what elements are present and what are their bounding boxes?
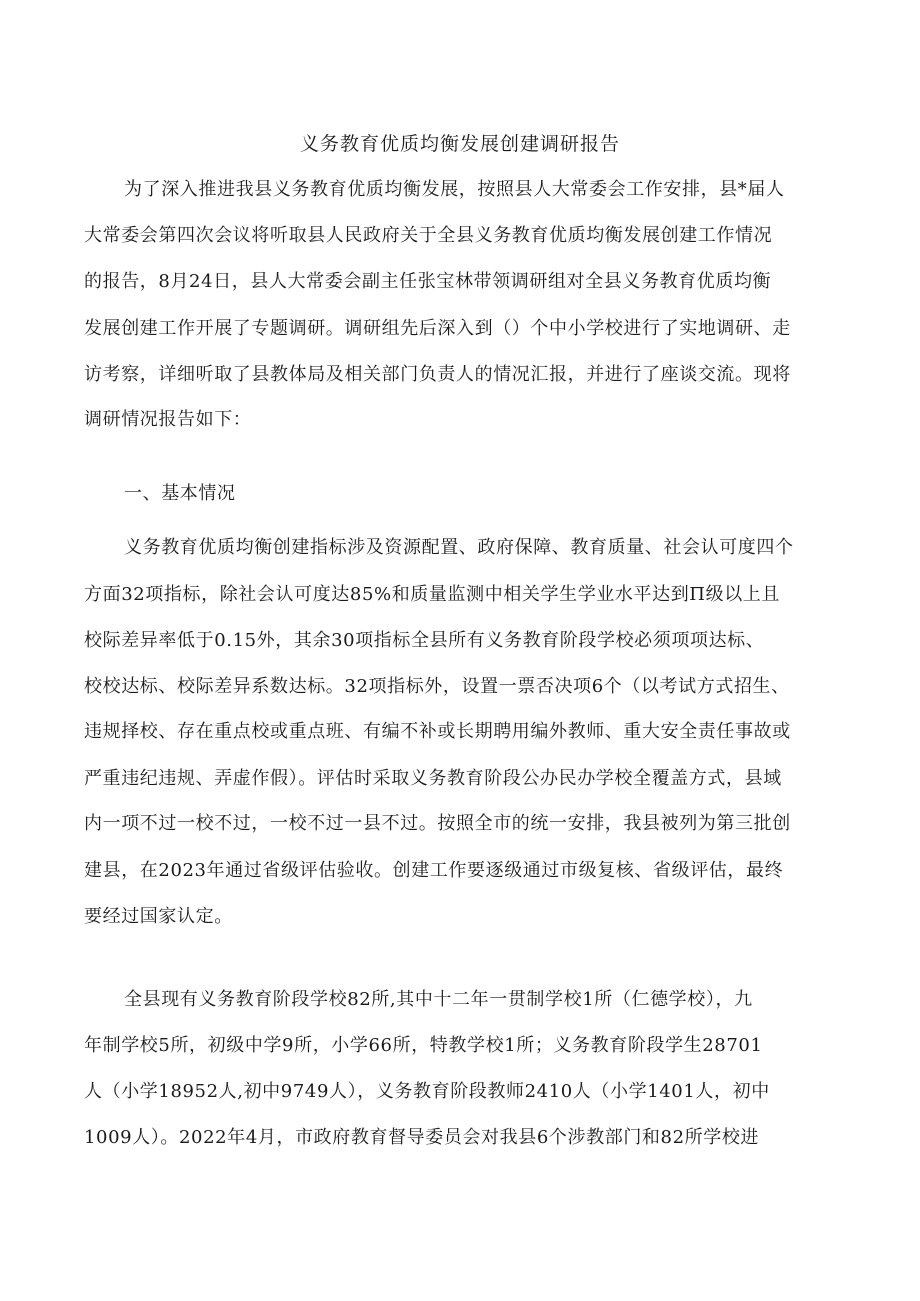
paragraph-3-line-2: 年制学校5所，初级中学9所，小学66所，特教学校1所；义务教育阶段学生28701 bbox=[84, 1035, 763, 1056]
paragraph-2-line-1: 义务教育优质均衡创建指标涉及资源配置、政府保障、教育质量、社会认可度四个 bbox=[124, 537, 794, 558]
section-heading-basic-situation: 一、基本情况 bbox=[124, 483, 236, 504]
paragraph-2-line-4: 校校达标、校际差异系数达标。32项指标外，设置一票否决项6个（以考试方式招生、 bbox=[84, 676, 790, 697]
paragraph-2-line-2: 方面32项指标，除社会认可度达85%和质量监测中相关学生学业水平达到Π级以上且 bbox=[84, 584, 781, 605]
paragraph-1-line-2: 大常委会第四次会议将听取县人民政府关于全县义务教育优质均衡发展创建工作情况 bbox=[84, 225, 773, 246]
paragraph-3-line-1: 全县现有义务教育阶段学校82所,其中十二年一贯制学校1所（仁德学校），九 bbox=[124, 989, 753, 1010]
paragraph-3-line-3: 人（小学18952人,初中9749人），义务教育阶段教师2410人（小学1401人，初中 bbox=[84, 1081, 770, 1102]
paragraph-2-line-8: 建县，在2023年通过省级评估验收。创建工作要逐级通过市级复核、省级评估，最终 bbox=[84, 860, 784, 881]
paragraph-2-line-7: 内一项不过一校不过，一校不过一县不过。按照全市的统一安排，我县被列为第三批创 bbox=[84, 813, 791, 834]
paragraph-2-line-9: 要经过国家认定。 bbox=[84, 906, 233, 927]
paragraph-2-line-6: 严重违纪违规、弄虚作假）。评估时采取义务教育阶段公办民办学校全覆盖方式，县域 bbox=[84, 768, 782, 789]
paragraph-1-line-3: 的报告，8月24日，县人大常委会副主任张宝林带领调研组对全县义务教育优质均衡 bbox=[84, 271, 772, 292]
document-title: 义务教育优质均衡发展创建调研报告 bbox=[299, 133, 620, 155]
paragraph-3-line-4: 1009人）。2022年4月，市政府教育督导委员会对我县6个涉教部门和82所学校进 bbox=[84, 1127, 760, 1148]
paragraph-2-line-3: 校际差异率低于0.15外，其余30项指标全县所有义务教育阶段学校必须项项达标、 bbox=[84, 630, 765, 651]
paragraph-2-line-5: 违规择校、存在重点校或重点班、有编不补或长期聘用编外教师、重大安全责任事故或 bbox=[84, 721, 791, 742]
paragraph-1-line-1: 为了深入推进我县义务教育优质均衡发展，按照县人大常委会工作安排，县*届人 bbox=[124, 179, 785, 200]
paragraph-1-line-4: 发展创建工作开展了专题调研。调研组先后深入到（）个中小学校进行了实地调研、走 bbox=[84, 318, 791, 339]
paragraph-1-line-6: 调研情况报告如下： bbox=[84, 409, 252, 430]
paragraph-1-line-5: 访考察，详细听取了县教体局及相关部门负责人的情况汇报，并进行了座谈交流。现将 bbox=[84, 364, 791, 385]
